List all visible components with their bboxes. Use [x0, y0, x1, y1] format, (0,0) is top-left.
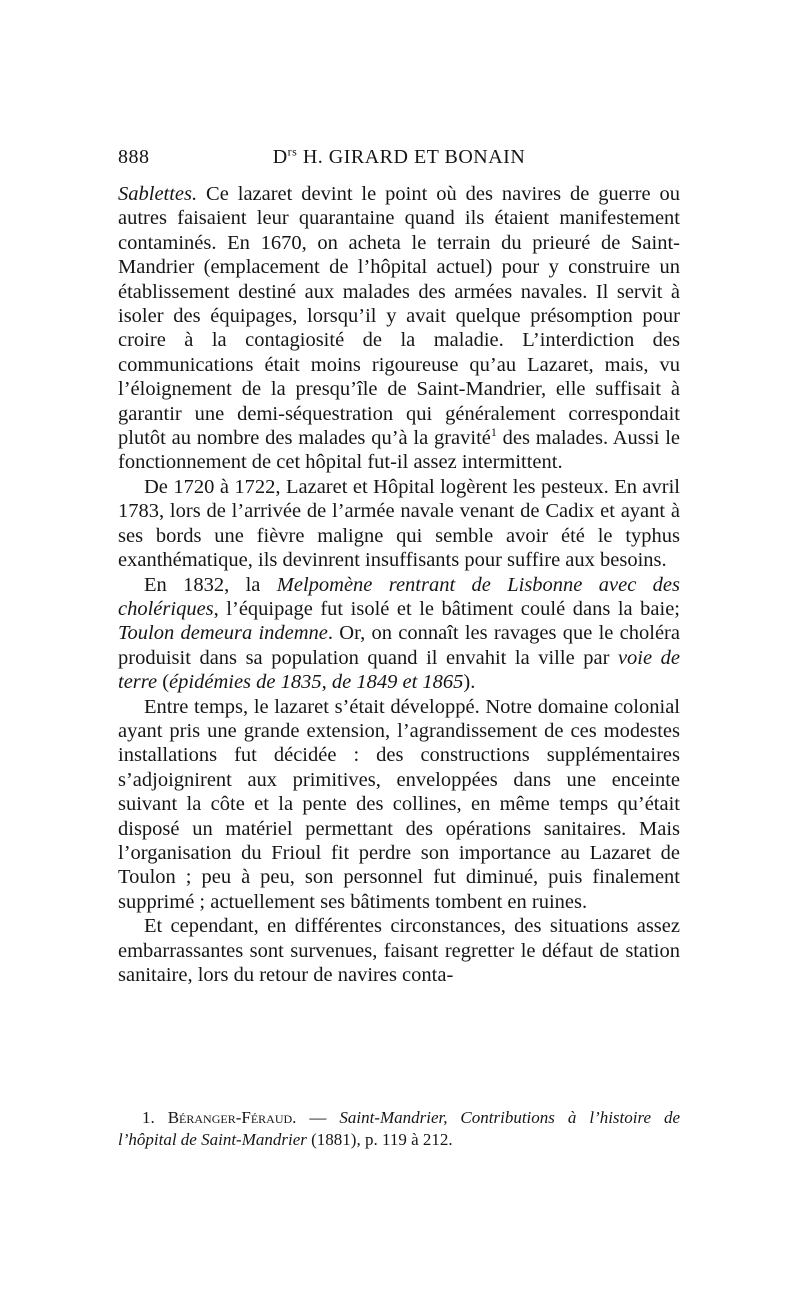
text-run: De 1720 à 1722, Lazaret et Hôpital logèrent les pesteux. En avril 1783, lors de l’arrivée de l’armée navale venant de Cadix et ayant à ses bords une fièvre maligne qui semble avoir été le typhus exanthématique, ils devinrent insuffisants pour suffire aux besoins.: [118, 475, 680, 572]
text-run: . Or, on connaît les ravages que le choléra produisit dans sa population quand il envahit la ville par: [118, 622, 680, 669]
footnote-publication: (1881), p. 119 à 212.: [306, 1130, 453, 1149]
italic-text: Sablettes.: [118, 183, 198, 205]
italic-text: Melpomène rentrant de Lisbonne avec des cholériques: [118, 573, 680, 620]
author-prefix: D: [272, 146, 288, 168]
running-head: [118, 146, 680, 169]
footnote: [118, 1107, 680, 1151]
text-run: des malades. Aussi le fonctionnement de cet hôpital fut-il assez intermittent.: [118, 427, 680, 474]
text-run: ).: [463, 671, 476, 694]
footnote-marker: 1: [490, 425, 497, 440]
footnote-dash: —: [296, 1108, 340, 1127]
italic-text: épidémies de 1835, de 1849 et 1865: [169, 671, 464, 694]
text-run: , l’équipage fut isolé et le bâtiment coulé dans la baie;: [213, 597, 680, 620]
paragraph: [118, 695, 680, 915]
paragraph: [118, 573, 680, 695]
page-number: 888: [118, 146, 150, 168]
paragraph: [118, 182, 680, 475]
paragraph: [118, 475, 680, 573]
paragraph: [118, 914, 680, 987]
footnote-author: Béranger-Féraud.: [167, 1108, 297, 1127]
text-run: Entre temps, le lazaret s’était développé. Notre domaine colonial ayant pris une grande extension, l’agrandissement de ces modestes installations fut décidée : des constructions supplémentaires s’adjoignirent aux primitives, enveloppées dans une enceinte suivant la côte et la pente des collines, en même temps qu’était disposé un matériel permettant des opérations sanitaires. Mais l’organisation du Frioul fit perdre son importance au Lazaret de Toulon ; peu à peu, son personnel fut diminué, puis finalement supprimé ; actuellement ses bâtiments tombent en ruines.: [118, 695, 680, 913]
author-names: H. GIRARD ET BONAIN: [297, 146, 526, 168]
italic-text: Toulon demeura indemne: [118, 622, 328, 645]
italic-text: voie de terre: [118, 646, 680, 694]
body-text: [118, 182, 680, 987]
text-run: Ce lazaret devint le point où des navires de guerre ou autres faisaient leur quarantaine quand ils étaient manifestement contaminés. En 1670, on acheta le terrain du prieuré de Saint-Mandrier (emplacement de l’hôpital actuel) pour y construire un établissement destiné aux malades des armées navales. Il servit à isoler des équipages, lorsqu’il y avait quelque présomption pour croire à la contagiosité de la maladie. L’interdiction des communications était moins rigoureuse qu’au Lazaret, mais, vu l’éloignement de la presqu’île de Saint-Mandrier, elle suffisait à garantir une demi-séquestration qui généralement correspondait plutôt au nombre des malades qu’à la gravité: [118, 183, 680, 450]
author-prefix-superscript: rs: [287, 144, 298, 159]
text-run: (: [157, 671, 170, 694]
text-run: Et cependant, en différentes circonstances, des situations assez embarrassantes sont survenues, faisant regretter le défaut de station sanitaire, lors du retour de navires conta-: [118, 915, 680, 986]
footnote-title: Saint-Mandrier, Contributions à l’histoire de l’hôpital de Saint-Mandrier: [118, 1108, 681, 1149]
footnote-number: 1.: [142, 1108, 155, 1127]
page-header: [118, 146, 680, 172]
text-run: En 1832, la: [144, 573, 277, 596]
